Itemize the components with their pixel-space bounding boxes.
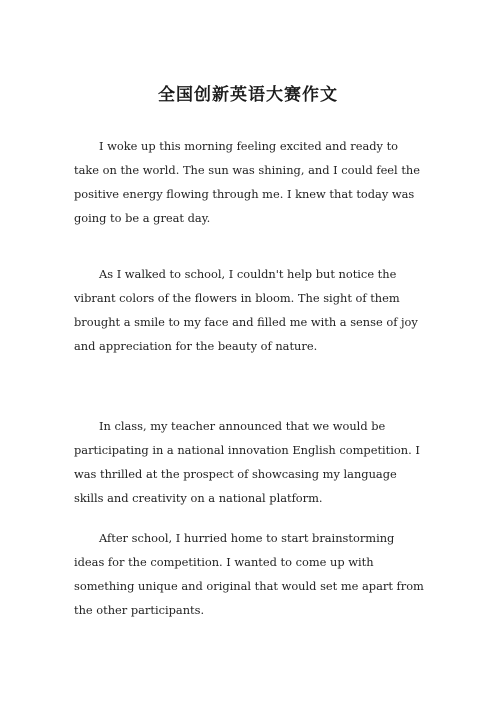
document-title: 全国创新英语大赛作文 [158, 85, 338, 105]
paragraph-2: As I walked to school, I couldn't help but notice the vibrant colors of the flowers in bloom. The sight of them brought a smile to my face and filled me with a sense of joy and appreciation for the beauty of nature. [74, 267, 418, 353]
paragraph-4: After school, I hurried home to start brainstorming ideas for the competition. I wanted to come up with something unique and original that would set me apart from the other participants. [74, 531, 424, 617]
paragraph-1: I woke up this morning feeling excited and ready to take on the world. The sun was shining, and I could feel the positive energy flowing through me. I knew that today was going to be a great day. [74, 139, 420, 225]
paragraph-3: In class, my teacher announced that we would be participating in a national innovation English competition. I was thrilled at the prospect of showcasing my language skills and creativity on a national platform. [74, 419, 420, 505]
